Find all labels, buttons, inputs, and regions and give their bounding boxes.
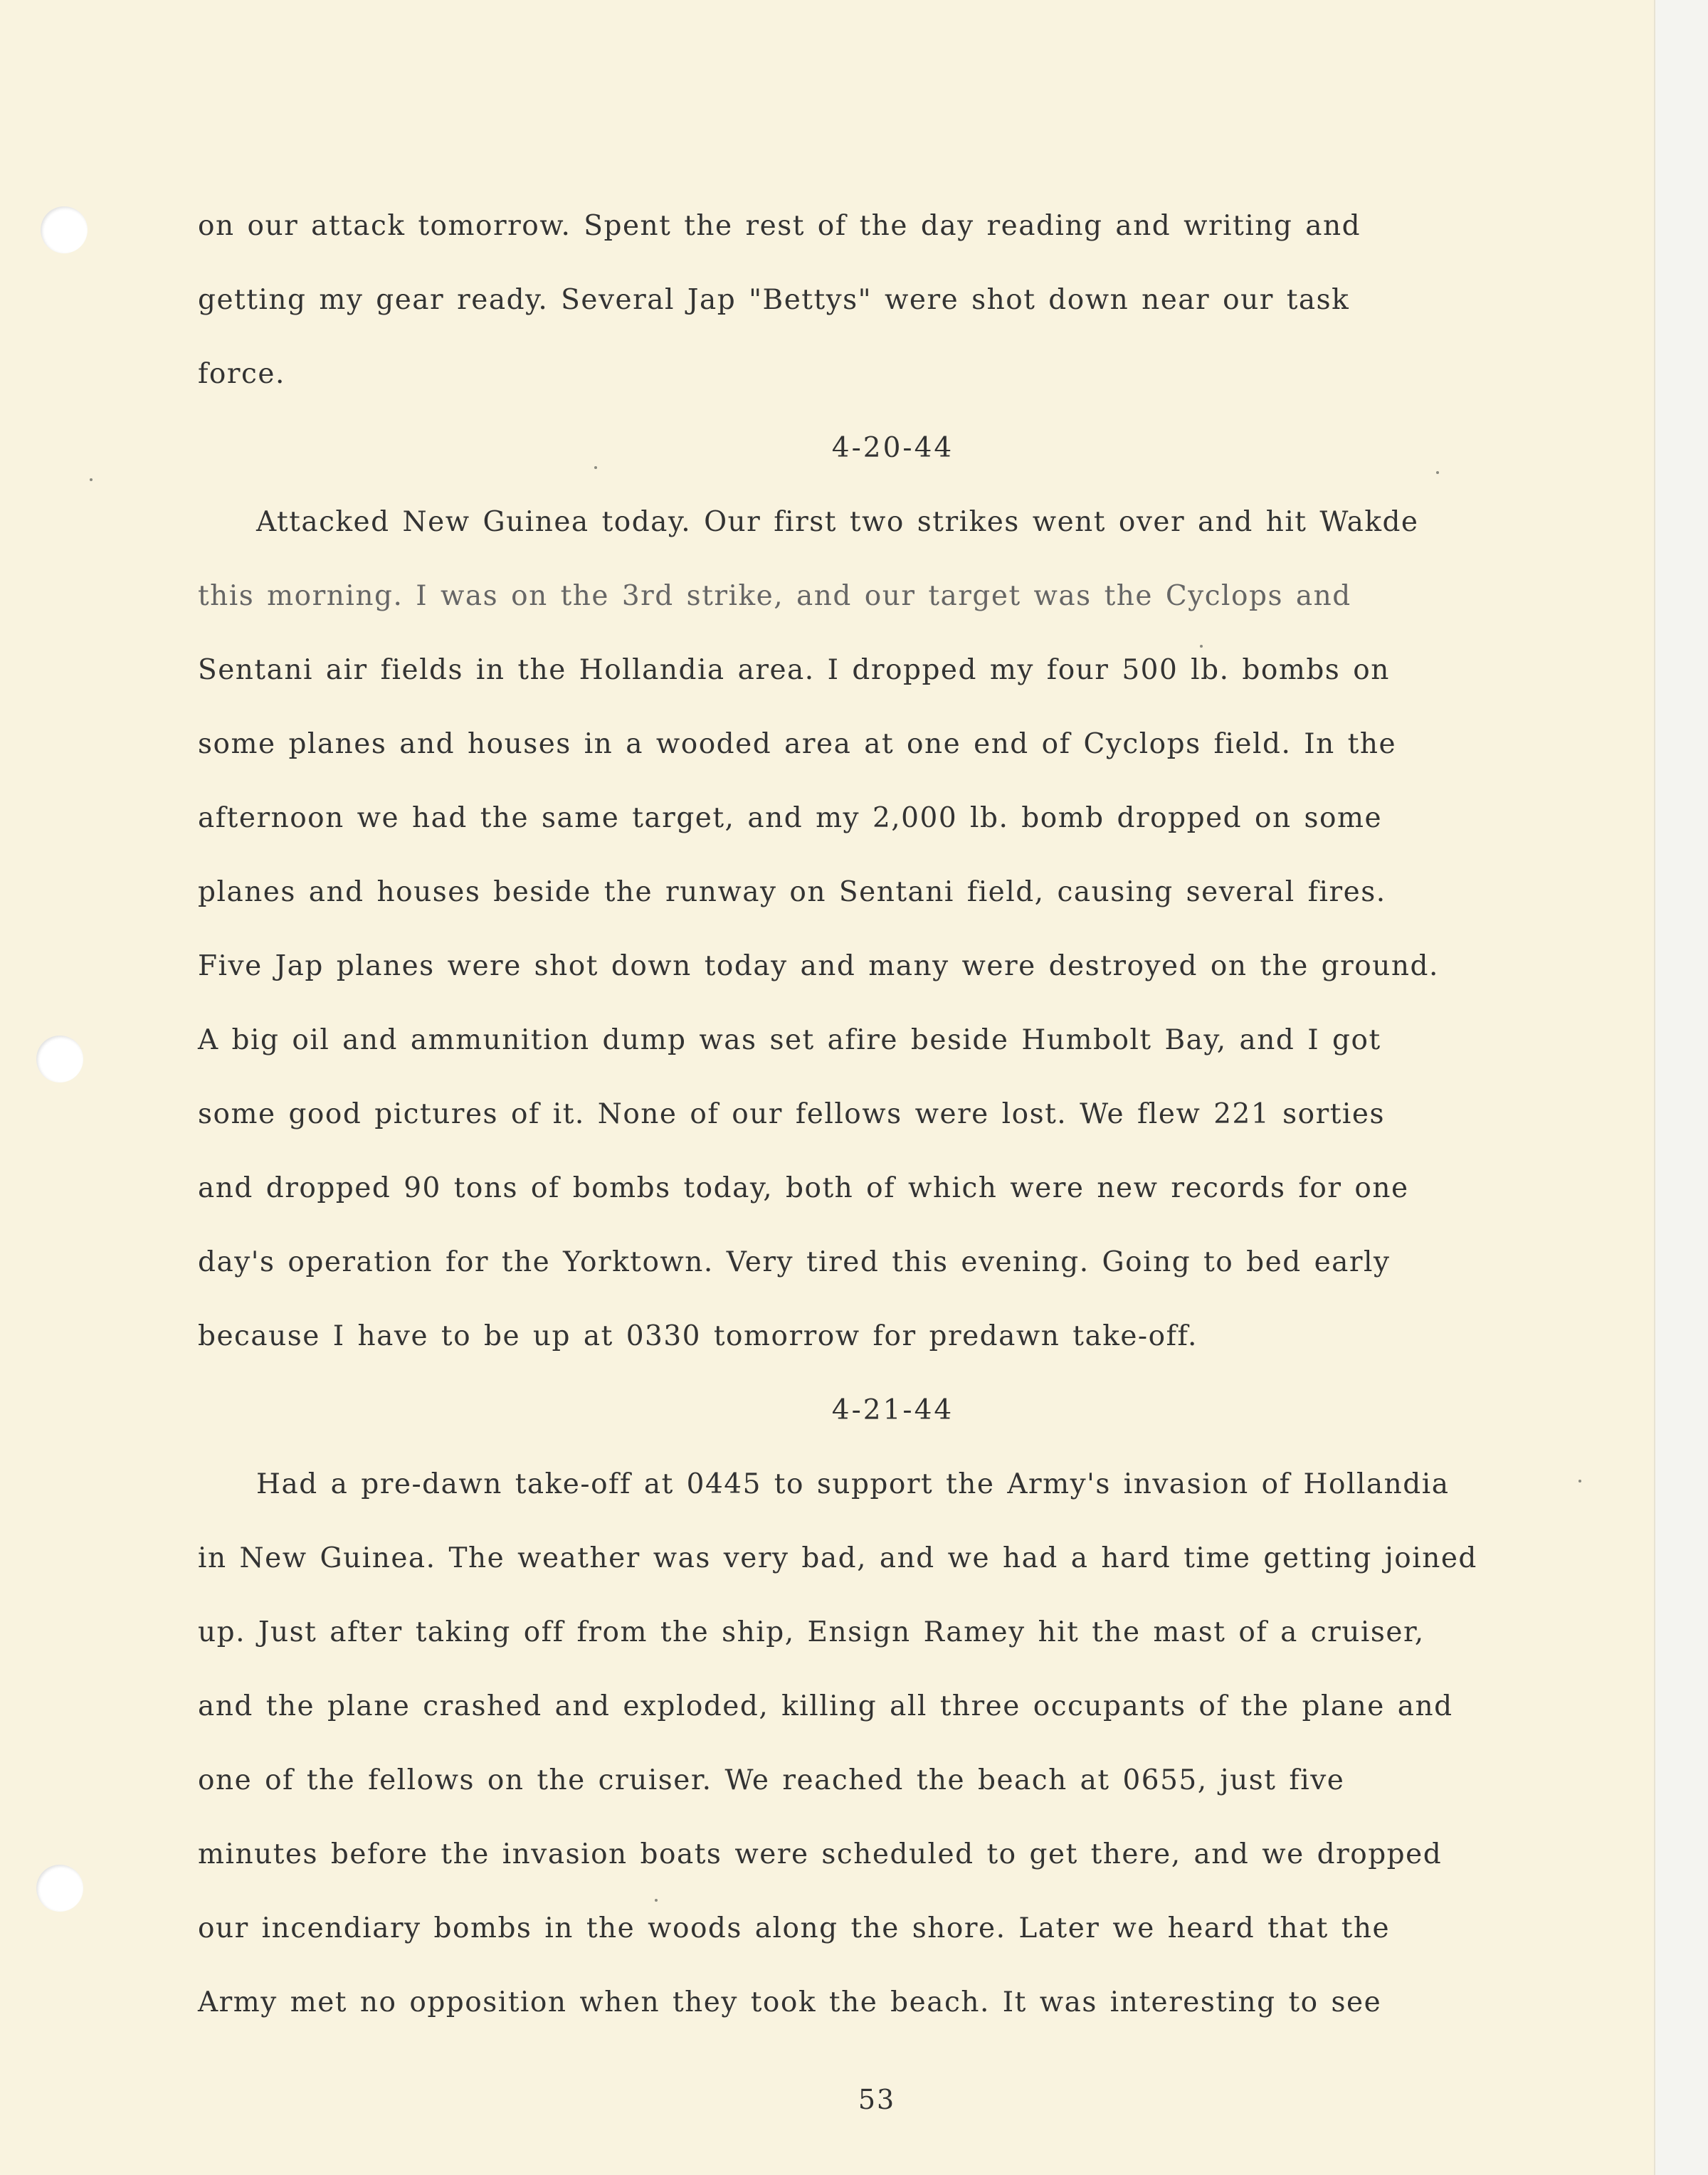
text-line: and the plane crashed and exploded, killing all three occupants of the plane and xyxy=(198,1690,1453,1722)
binder-hole-top xyxy=(41,206,88,253)
text-line: Sentani air fields in the Hollandia area. I dropped my four 500 lb. bombs on xyxy=(198,654,1390,686)
text-line: planes and houses beside the runway on Sentani field, causing several fires. xyxy=(198,876,1386,908)
text-line: our incendiary bombs in the woods along the shore. Later we heard that the xyxy=(198,1912,1391,1944)
paper-speck xyxy=(1436,471,1439,474)
text-line: and dropped 90 tons of bombs today, both of which were new records for one xyxy=(198,1172,1409,1204)
text-line: some planes and houses in a wooded area at one end of Cyclops field. In the xyxy=(198,728,1397,760)
entry-date: 4-20-44 xyxy=(831,432,954,464)
scan-edge xyxy=(1654,0,1708,2175)
text-line: up. Just after taking off from the ship, Ensign Ramey hit the mast of a cruiser, xyxy=(198,1616,1425,1648)
text-line: afternoon we had the same target, and my 2,000 lb. bomb dropped on some xyxy=(198,802,1383,834)
paper-speck xyxy=(1200,645,1203,648)
paper-speck xyxy=(90,478,93,481)
text-line: some good pictures of it. None of our fellows were lost. We flew 221 sorties xyxy=(198,1098,1385,1130)
text-line: Five Jap planes were shot down today and many were destroyed on the ground. xyxy=(198,950,1439,982)
entry-date: 4-21-44 xyxy=(831,1394,954,1426)
text-line: one of the fellows on the cruiser. We reached the beach at 0655, just five xyxy=(198,1764,1345,1796)
text-line: minutes before the invasion boats were scheduled to get there, and we dropped xyxy=(198,1838,1443,1870)
text-line: this morning. I was on the 3rd strike, and our target was the Cyclops and xyxy=(198,580,1351,612)
text-line: Had a pre-dawn take-off at 0445 to support the Army's invasion of Hollandia xyxy=(256,1468,1450,1500)
text-line: getting my gear ready. Several Jap "Bettys" were shot down near our task xyxy=(198,284,1350,316)
text-line: on our attack tomorrow. Spent the rest of the day reading and writing and xyxy=(198,210,1361,242)
text-line: day's operation for the Yorktown. Very tired this evening. Going to bed early xyxy=(198,1246,1391,1278)
binder-hole-middle xyxy=(36,1036,83,1083)
paper-speck xyxy=(655,1899,658,1902)
text-line: because I have to be up at 0330 tomorrow for predawn take-off. xyxy=(198,1320,1198,1352)
text-line: Attacked New Guinea today. Our first two strikes went over and hit Wakde xyxy=(256,506,1419,538)
text-line: force. xyxy=(198,358,285,390)
page-number: 53 xyxy=(858,2084,896,2115)
text-line: Army met no opposition when they took the beach. It was interesting to see xyxy=(198,1986,1382,2018)
text-line: A big oil and ammunition dump was set afire beside Humbolt Bay, and I got xyxy=(198,1024,1381,1056)
binder-hole-bottom xyxy=(36,1865,83,1912)
paper-speck xyxy=(1578,1480,1581,1483)
text-line: in New Guinea. The weather was very bad, and we had a hard time getting joined xyxy=(198,1542,1477,1574)
